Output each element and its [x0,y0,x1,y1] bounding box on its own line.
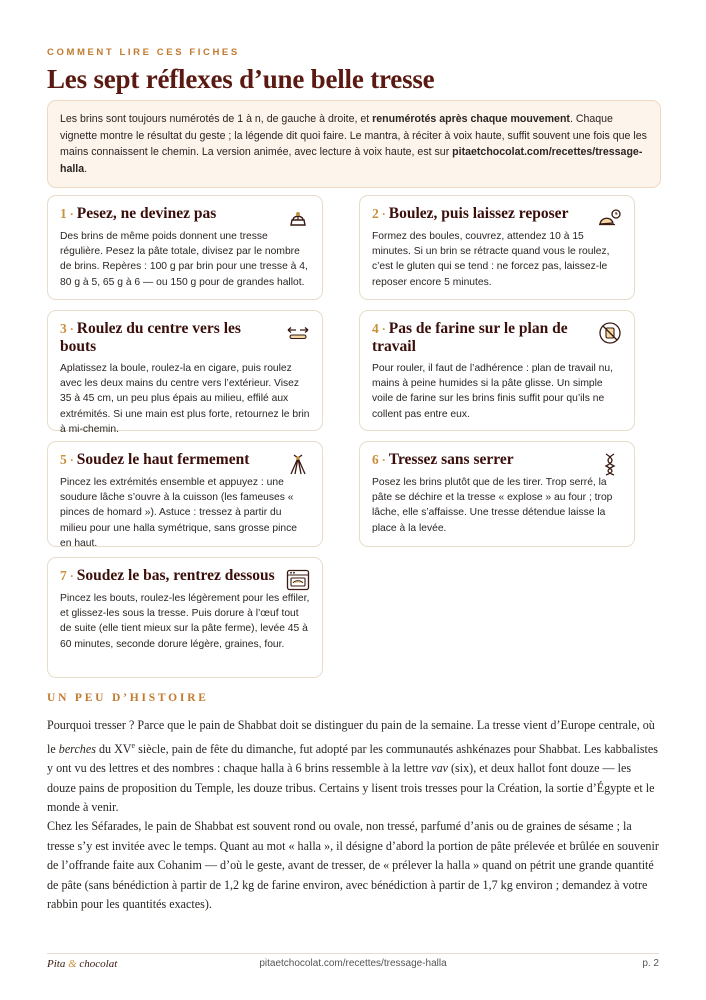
strands-joined-icon [286,452,310,476]
history-text: (six), et deux hallot font douze — les douze pains de proposition du Temple, les douze tribus. Certains y lisent trois tresses pour la Création, la sortie d’Égypte et le monde à venir. [47,761,655,815]
scale-icon [286,206,310,230]
eyebrow: COMMENT LIRE CES FICHES [47,47,240,58]
card-heading: Roulez du centre vers les bouts [60,320,241,355]
history-italic: vav [431,761,448,776]
card-2 [359,195,635,300]
intro-box [47,100,661,188]
card-title: 5 · Soudez le haut fermement [60,451,250,468]
card-text: Pour rouler, il faut de l’adhérence : plan de travail nu, mains à peine humides si la pâte glisse. Un simple voile de farine sur les brins finis suffit pour qu’ils ne collent pas entre eux. [372,363,613,420]
brand-amp: & [68,958,77,970]
card-7 [47,557,323,678]
card-heading: Pesez, ne devinez pas [76,205,217,222]
history-paragraph-2: Chez les Séfarades, le pain de Shabbat est souvent rond ou ovale, non tressé, parfumé d’anis ou de graines de sésame ; la tresse s’y est invitée avec le temps. Quant au mot « halla », il désigne d’abord la portion de pâte prélevée et brûlée en souvenir de l’offrande faite aux Cohanim — d’où le geste, avant de tresser, de « prélever la halla » quand on pétrit une grande quantité de pâte (sans bénédiction à partir de 1,2 kg de farine environ, avec bénédiction à partir de 1,7 kg environ ; demandez à votre rabbin pour les quantités exactes). [47,819,659,912]
history-text: siècle, pain de fête du dimanche, fut adopté par les communautés ashkénazes pour Shabbat. Les kabbalistes y ont vu des lettres et des nombres : chaque halla à 6 brins ressemble à la lettre [47,741,658,776]
history-text: du XV [95,741,132,756]
card-title: 2 · Boulez, puis laissez reposer [372,205,569,222]
page-number: p. 2 [642,958,659,969]
intro-text: Les brins sont toujours numérotés de 1 à n, de gauche à droite, et [60,113,373,125]
footer-divider [47,953,659,954]
oven-icon [286,568,310,592]
card-heading: Soudez le haut fermement [76,451,250,468]
card-number: 7 [60,568,67,583]
braid-icon [598,452,622,476]
dough-timer-icon [598,206,622,230]
card-4 [359,310,635,431]
card-5 [47,441,323,547]
card-title: 7 · Soudez le bas, rentrez dessous [60,567,275,584]
arrows-out-icon [286,321,310,345]
card-6 [359,441,635,547]
card-text: Des brins de même poids donnent une tresse régulière. Pesez la pâte totale, divisez par le nombre de brins. Repères : 100 g par brin pour une tresse à 4, 80 g à 5, 65 g à 6 — ou 150 g pour de grandes hallot. [60,231,308,288]
intro-text-3: . [84,162,88,175]
card-title: 3 · Roulez du centre vers les bouts [60,320,241,355]
card-text: Formez des boules, couvrez, attendez 10 à 15 minutes. Si un brin se rétracte quand vous le roulez, c’est le gluten qui se tend : ne forcez pas, laissez-le reposer encore 5 minutes. [372,231,610,288]
brand-part: Pita [47,958,66,970]
card-heading: Tressez sans serrer [388,451,514,468]
card-heading: Pas de farine sur le plan de travail [372,320,568,355]
intro-link[interactable]: pitaetchocolat.com/recettes/tressage-halla [60,146,643,175]
card-1 [47,195,323,300]
card-number: 2 [372,206,379,221]
card-text: Posez les brins plutôt que de les tirer. Trop serré, la pâte se déchire et la tresse « explose » au four ; trop lâche, elle s’affaisse. Une tresse détendue laisse la place à la levée. [372,477,613,534]
brand-part: chocolat [79,958,118,970]
card-title: 1 · Pesez, ne devinez pas [60,205,217,222]
intro-bold: renumérotés après chaque mouvement [372,113,570,125]
card-number: 1 [60,206,67,221]
history-text: Pourquoi tresser ? Parce que le pain de Shabbat doit se distinguer du pain de la semaine. La tresse vient d’Europe centrale, où le [47,718,655,756]
history-paragraph-1 [47,716,659,818]
card-number: 5 [60,452,67,467]
card-number: 4 [372,321,379,336]
history-heading: UN PEU D’HISTOIRE [47,692,209,704]
no-flour-icon [598,321,622,345]
card-number: 3 [60,321,67,336]
card-heading: Boulez, puis laissez reposer [388,205,569,222]
history-italic: berches [58,741,96,756]
card-number: 6 [372,452,379,467]
card-title: 6 · Tressez sans serrer [372,451,514,468]
footer-url[interactable]: pitaetchocolat.com/recettes/tressage-halla [259,958,447,969]
card-heading: Soudez le bas, rentrez dessous [76,567,275,584]
intro-text-2: . Chaque vignette montre le résultat du geste ; la légende dit quoi faire. Le mantra, à réciter à voix haute, suffit souvent une fois que les mains connaissent le chemin. La version animée, avec lecture à voix haute, est sur [60,113,647,158]
card-text: Pincez les extrémités ensemble et appuyez : une soudure lâche s’ouvre à la cuisson (les fameuses « pinces de homard »). Astuce : tressez à partir du milieu pour une halla symétrique, sans grosse pince en haut. [60,477,297,549]
page-title: Les sept réflexes d’une belle tresse [47,64,435,94]
card-text: Pincez les bouts, roulez-les légèrement pour les effiler, et glissez-les sous la tresse. Puis dorure à l’œuf tout de suite (elle tient mieux sur la pâte ferme), levée 45 à 60 minutes, seconde dorure légère, graines, four. [60,593,310,650]
card-3 [47,310,323,435]
card-text: Aplatissez la boule, roulez-la en cigare, puis roulez avec les deux mains du centre vers l’extérieur. Visez 35 à 45 cm, un peu plus épais au milieu, effilé aux extrémités. Si une main est plus forte, retournez le brin à mi-chemin. [60,363,310,435]
history-sup: e [131,740,136,750]
card-title: 4 · Pas de farine sur le plan de travail [372,320,568,355]
